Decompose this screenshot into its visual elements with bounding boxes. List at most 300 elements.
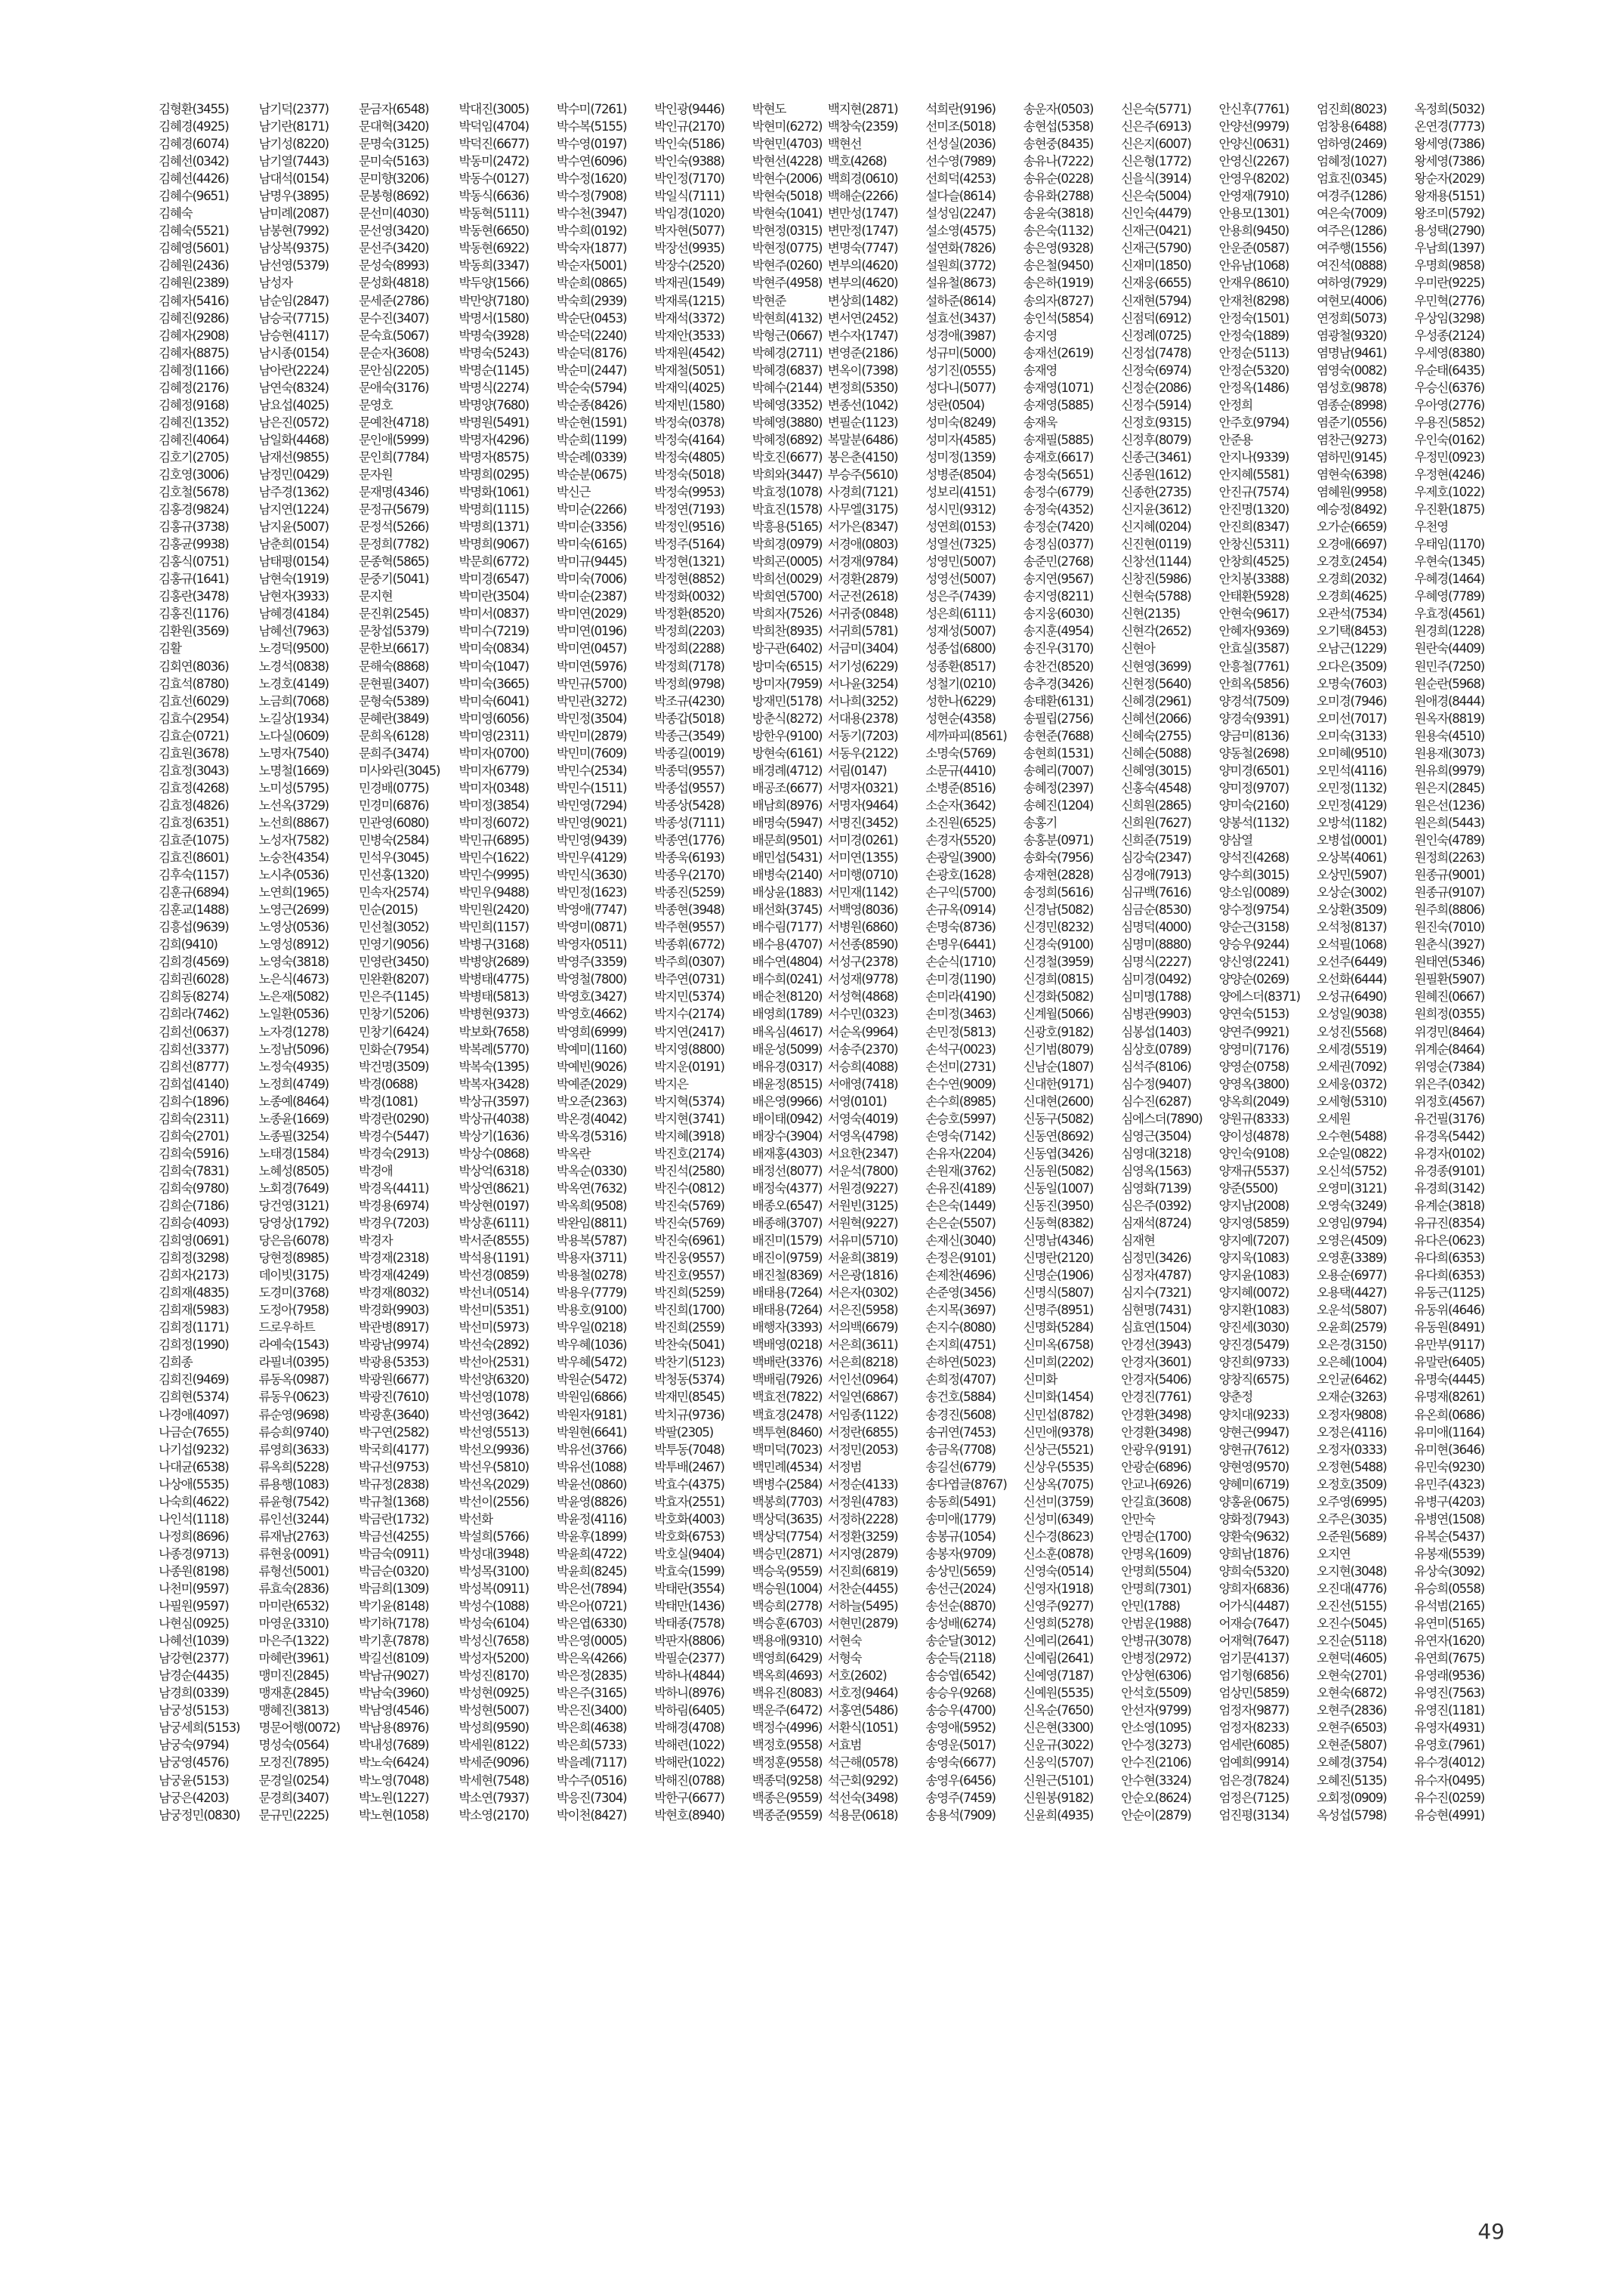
name-entry: 박기윤(8148) (358, 1599, 429, 1614)
name-entry: 양현근(9947) (1218, 1424, 1289, 1440)
name-entry: 변상희(1482) (827, 293, 898, 308)
name-entry: 박정인(9516) (654, 520, 724, 535)
name-entry: 박유선(3766) (556, 1442, 627, 1457)
name-entry: 박덕임(4704) (458, 119, 529, 134)
name-entry: 성병준(8504) (925, 468, 996, 482)
name-entry: 오미숙(3133) (1317, 728, 1387, 743)
name-entry: 서임종(1122) (827, 1407, 898, 1422)
name-entry: 박미규(9445) (556, 554, 627, 569)
name-entry: 박덕진(6677) (458, 137, 529, 152)
name-entry: 옥성섭(5798) (1317, 1807, 1387, 1822)
list-row (157, 1736, 1503, 1754)
name-entry: 박선아(2531) (458, 1355, 529, 1370)
name-entry: 방구관(6402) (752, 641, 823, 656)
name-entry: 박세원(8122) (458, 1738, 529, 1753)
name-entry: 남경희(0339) (159, 1686, 229, 1701)
list-row (157, 1232, 1503, 1249)
list-row (157, 1580, 1503, 1597)
name-entry: 박동혁(5111) (458, 206, 529, 221)
name-entry: 우인숙(0162) (1414, 432, 1484, 447)
list-row (157, 1684, 1503, 1702)
name-entry: 안창희(4525) (1218, 554, 1289, 569)
name-entry: 김혜정(1166) (159, 363, 229, 378)
name-entry: 박정숙(5018) (654, 468, 724, 482)
name-entry: 박금숙(0911) (358, 1546, 429, 1561)
name-entry: 소순자(3642) (925, 798, 996, 813)
name-entry: 박원자(9181) (556, 1407, 627, 1422)
name-entry: 안범운(1988) (1121, 1616, 1191, 1631)
name-entry: 문애숙(3176) (358, 380, 429, 395)
name-entry: 백민례(4534) (752, 1459, 823, 1474)
name-entry: 엄상민(5859) (1218, 1686, 1289, 1701)
name-entry: 민영란(3450) (358, 955, 429, 970)
name-entry: 심경애(7913) (1121, 868, 1191, 883)
name-entry: 오기택(8453) (1317, 624, 1387, 639)
name-entry: 손준영(3456) (925, 1285, 996, 1301)
name-entry: 서선종(8590) (827, 937, 898, 952)
name-entry: 변만정(1747) (827, 224, 898, 239)
name-entry: 신원근(5101) (1023, 1773, 1094, 1788)
name-entry: 박진웅(9557) (654, 1251, 724, 1266)
name-entry: 김홍규(3738) (159, 520, 229, 535)
name-entry: 서경재(9784) (827, 554, 898, 569)
name-entry: 문현필(3407) (358, 676, 429, 691)
name-entry: 박재빈(1580) (654, 397, 724, 412)
list-row (157, 988, 1503, 1005)
name-entry: 원태연(5346) (1414, 955, 1484, 970)
name-entry: 박수영(0197) (556, 137, 627, 152)
name-entry: 문수진(3407) (358, 310, 429, 326)
name-entry: 서영옥(4798) (827, 1128, 898, 1143)
name-entry: 박선영(1078) (458, 1390, 529, 1405)
name-entry: 류효숙(2836) (258, 1582, 329, 1596)
name-entry: 유병구(4203) (1414, 1494, 1484, 1509)
name-entry: 신정섭(7478) (1121, 345, 1191, 360)
name-entry: 서승희(4088) (827, 1059, 898, 1074)
name-entry: 민완환(8207) (358, 972, 429, 987)
name-entry: 박혜수(2144) (752, 380, 823, 395)
name-entry: 송윤숙(3818) (1023, 206, 1094, 221)
name-entry: 박치규(9736) (654, 1407, 724, 1422)
name-entry: 오병섭(0001) (1317, 832, 1387, 847)
name-entry: 신동일(1007) (1023, 1180, 1094, 1196)
name-entry: 신명주(8951) (1023, 1303, 1094, 1318)
name-entry: 우진환(1875) (1414, 502, 1484, 517)
name-entry: 박성숙(6104) (458, 1616, 529, 1631)
page-number: 49 (1477, 2219, 1505, 2244)
name-entry: 배진철(8369) (752, 1268, 823, 1283)
name-entry: 안선자(9799) (1121, 1703, 1191, 1718)
name-entry: 남시종(0154) (258, 345, 329, 360)
name-entry: 백종은(9559) (752, 1790, 823, 1805)
name-entry: 연정희(5073) (1317, 310, 1387, 326)
name-entry: 박미숙(6165) (556, 537, 627, 552)
name-entry: 신상우(5535) (1023, 1459, 1094, 1474)
name-entry: 박미숙(6041) (458, 693, 529, 708)
name-entry: 나숙희(4622) (159, 1494, 229, 1509)
name-entry: 서미경(0261) (827, 832, 898, 847)
name-entry: 배상윤(1883) (752, 885, 823, 900)
name-entry: 배수용(4707) (752, 937, 823, 952)
name-entry: 문안심(2205) (358, 363, 429, 378)
name-entry: 민화순(7954) (358, 1042, 429, 1057)
name-entry: 김희숙(9780) (159, 1180, 229, 1196)
name-entry: 당건영(3121) (258, 1198, 329, 1213)
list-row (157, 362, 1503, 379)
name-entry: 김희재(5983) (159, 1303, 229, 1318)
name-entry: 박윤선(0860) (556, 1477, 627, 1492)
name-entry: 데이빗(3175) (258, 1268, 329, 1283)
name-entry: 양영순(0758) (1218, 1059, 1289, 1074)
name-entry: 박현민(4703) (752, 137, 823, 152)
name-entry: 김희정(1990) (159, 1338, 229, 1353)
name-entry: 박희와(3447) (752, 468, 823, 482)
list-row (157, 1267, 1503, 1284)
name-entry: 노정남(5096) (258, 1042, 329, 1057)
name-entry: 박성현(0925) (458, 1686, 529, 1701)
name-entry: 우현숙(1345) (1414, 554, 1484, 569)
name-entry: 유동위(4646) (1414, 1303, 1484, 1318)
list-row (157, 292, 1503, 310)
name-entry: 심은주(0392) (1121, 1198, 1191, 1213)
name-entry: 배유경(0317) (752, 1059, 823, 1074)
name-entry: 남상복(9375) (258, 241, 329, 256)
name-entry: 여은숙(7009) (1317, 206, 1387, 221)
name-entry: 유민숙(9230) (1414, 1459, 1484, 1474)
name-entry: 류인선(3244) (258, 1511, 329, 1526)
name-entry: 배이태(0942) (752, 1111, 823, 1126)
list-row (157, 622, 1503, 640)
name-entry: 유승현(4991) (1414, 1807, 1484, 1822)
name-entry: 박선옥(2029) (458, 1477, 529, 1492)
name-entry: 박소연(7937) (458, 1790, 529, 1805)
name-entry: 양수희(3015) (1218, 868, 1289, 883)
name-entry: 송승우(4700) (925, 1703, 996, 1718)
name-entry: 드로우하트 (258, 1320, 315, 1335)
name-entry: 노영상(0536) (258, 920, 329, 935)
name-entry: 엄정은(7125) (1218, 1790, 1289, 1805)
name-entry: 박성자(5200) (458, 1651, 529, 1666)
name-entry: 방춘식(8272) (752, 711, 823, 726)
name-entry: 박숙자(1877) (556, 241, 627, 256)
name-entry: 박정숙(4805) (654, 449, 724, 464)
name-entry: 서환식(1051) (827, 1721, 898, 1736)
name-entry: 심수진(6287) (1121, 1094, 1191, 1109)
name-entry: 원종규(9107) (1414, 885, 1484, 900)
list-row (157, 501, 1503, 518)
name-entry: 박선오(9936) (458, 1442, 529, 1457)
name-entry: 박우일(0218) (556, 1320, 627, 1335)
name-entry: 박진희(2559) (654, 1320, 724, 1335)
name-entry: 염광철(9320) (1317, 328, 1387, 343)
name-entry: 염성호(9878) (1317, 380, 1387, 395)
name-entry: 박온경(4042) (556, 1111, 627, 1126)
name-entry: 심미명(1788) (1121, 989, 1191, 1005)
name-entry: 예승정(8492) (1317, 502, 1387, 517)
name-entry: 안영우(8202) (1218, 171, 1289, 187)
name-entry: 김효준(1075) (159, 832, 229, 847)
name-entry: 박수희(0192) (556, 224, 627, 239)
name-entry: 김홍경(9824) (159, 502, 229, 517)
name-entry: 김효석(8780) (159, 676, 229, 691)
name-entry: 배종해(3707) (752, 1216, 823, 1231)
name-entry: 박미정(6072) (458, 815, 529, 830)
name-entry: 오은혜(1004) (1317, 1355, 1387, 1370)
list-row (157, 1772, 1503, 1789)
name-entry: 안창신(5311) (1218, 537, 1289, 552)
name-entry: 송현준(7688) (1023, 728, 1094, 743)
name-entry: 소진원(6525) (925, 815, 996, 830)
name-entry: 여진석(0888) (1317, 258, 1387, 273)
name-entry: 박하니(8976) (654, 1686, 724, 1701)
name-entry: 박상현(0197) (458, 1198, 529, 1213)
name-entry: 원민주(7250) (1414, 659, 1484, 674)
name-entry: 안순이(2879) (1121, 1807, 1191, 1822)
name-entry: 오회정(0909) (1317, 1790, 1387, 1805)
list-row (157, 1511, 1503, 1528)
name-entry: 손수희(8985) (925, 1094, 996, 1109)
name-entry: 백영희(6429) (752, 1651, 823, 1666)
name-entry: 백창숙(2359) (827, 119, 898, 134)
name-entry: 안태환(5928) (1218, 589, 1289, 604)
name-entry: 손원재(3762) (925, 1163, 996, 1178)
name-entry: 송성배(6274) (925, 1616, 996, 1631)
name-entry: 박혜영(3352) (752, 397, 823, 412)
name-entry: 김홍진(1176) (159, 606, 229, 622)
name-entry: 신대한(9171) (1023, 1076, 1094, 1091)
name-entry: 심재석(8724) (1121, 1216, 1191, 1231)
name-entry: 노회경(7649) (258, 1180, 329, 1196)
name-entry: 박은아(0721) (556, 1599, 627, 1614)
name-entry: 김효진(8601) (159, 850, 229, 866)
name-entry: 오미선(7017) (1317, 711, 1387, 726)
name-entry: 안영신(2267) (1218, 154, 1289, 169)
name-entry: 변영준(2186) (827, 345, 898, 360)
name-entry: 문혜란(3849) (358, 711, 429, 726)
name-entry: 원주희(8806) (1414, 903, 1484, 918)
name-entry: 김희승(4093) (159, 1216, 229, 1231)
name-entry: 도경미(3768) (258, 1285, 329, 1301)
name-entry: 노자경(1278) (258, 1024, 329, 1039)
name-entry: 안운준(0587) (1218, 241, 1289, 256)
name-entry: 송봉자(9709) (925, 1546, 996, 1561)
name-entry: 서백영(8036) (827, 903, 898, 918)
name-entry: 남현숙(1919) (258, 572, 329, 587)
name-entry: 남은진(0572) (258, 415, 329, 430)
list-row (157, 100, 1503, 118)
name-entry: 원용숙(4510) (1414, 728, 1484, 743)
list-row (157, 1388, 1503, 1406)
name-entry: 송금옥(7708) (925, 1442, 996, 1457)
name-entry: 남궁은(4203) (159, 1790, 229, 1805)
name-entry: 김희라(7462) (159, 1007, 229, 1022)
name-entry: 신예영(7187) (1023, 1668, 1094, 1683)
list-row (157, 779, 1503, 797)
name-entry: 심에스더(7890) (1121, 1111, 1203, 1126)
name-entry: 민경미(6876) (358, 798, 429, 813)
name-entry: 박종성(7111) (654, 815, 724, 830)
name-entry: 여주은(1286) (1317, 224, 1387, 239)
name-entry: 서나희(3252) (827, 693, 898, 708)
name-entry: 설소영(4575) (925, 224, 996, 239)
name-entry: 박복례(5770) (458, 1042, 529, 1057)
name-entry: 박판자(8806) (654, 1634, 724, 1649)
name-entry: 서영(0101) (827, 1094, 887, 1109)
name-entry: 신혜숙(2755) (1121, 728, 1191, 743)
name-entry: 안명옥(1609) (1121, 1546, 1191, 1561)
name-entry: 송재필(5885) (1023, 432, 1094, 447)
name-entry: 김희진(9469) (159, 1372, 229, 1387)
name-entry: 박투배(2467) (654, 1459, 724, 1474)
name-entry: 방재민(5178) (752, 693, 823, 708)
name-entry: 안정숙(1889) (1218, 328, 1289, 343)
name-entry: 박경자 (358, 1233, 393, 1248)
name-entry: 박민수(1622) (458, 850, 529, 866)
name-entry: 박내성(7689) (358, 1738, 429, 1753)
name-entry: 손지수(8080) (925, 1320, 996, 1335)
name-entry: 김호철(5678) (159, 485, 229, 500)
name-entry: 양옥희(2049) (1218, 1094, 1289, 1109)
name-entry: 위영순(7384) (1414, 1059, 1484, 1074)
name-entry: 신종근(3461) (1121, 449, 1191, 464)
name-entry: 송현중(8435) (1023, 137, 1094, 152)
name-entry: 박태만(1436) (654, 1599, 724, 1614)
name-entry: 안희옥(5856) (1218, 676, 1289, 691)
name-entry: 노은식(4673) (258, 972, 329, 987)
name-entry: 신상옥(7075) (1023, 1477, 1094, 1492)
name-entry: 손지목(3697) (925, 1303, 996, 1318)
name-entry: 오재순(3263) (1317, 1390, 1387, 1405)
name-entry: 박상억(6318) (458, 1163, 529, 1178)
name-entry: 민은주(1145) (358, 989, 429, 1005)
name-entry: 박은희(5733) (556, 1738, 627, 1753)
name-entry: 안민(1788) (1121, 1599, 1180, 1614)
name-entry: 노일환(0536) (258, 1007, 329, 1022)
name-entry: 박미자(0700) (458, 745, 529, 761)
name-entry: 박수정(7908) (556, 189, 627, 204)
list-row (157, 1807, 1503, 1824)
name-entry: 신은지(6007) (1121, 137, 1191, 152)
name-entry: 신재근(5790) (1121, 241, 1191, 256)
name-entry: 오용순(6977) (1317, 1268, 1387, 1283)
name-entry: 박미정(3854) (458, 798, 529, 813)
name-entry: 봉은춘(4150) (827, 449, 898, 464)
name-entry: 김희선(3377) (159, 1042, 229, 1057)
list-row (157, 379, 1503, 397)
name-entry: 손재신(3040) (925, 1233, 996, 1248)
name-entry: 성은주(7439) (925, 589, 996, 604)
name-entry: 유계순(3818) (1414, 1198, 1484, 1213)
name-entry: 손수연(9009) (925, 1076, 996, 1091)
name-entry: 박현숙(5018) (752, 189, 823, 204)
list-row (157, 640, 1503, 657)
name-entry: 원종규(9001) (1414, 868, 1484, 883)
name-entry: 박경화(9903) (358, 1303, 429, 1318)
name-entry: 신동연(8692) (1023, 1128, 1094, 1143)
name-entry: 오진순(5118) (1317, 1634, 1387, 1649)
name-entry: 서운석(7800) (827, 1163, 898, 1178)
name-entry: 박수천(3947) (556, 206, 627, 221)
name-entry: 배은영(9966) (752, 1094, 823, 1109)
name-entry: 김혜진(9286) (159, 310, 229, 326)
list-row (157, 1597, 1503, 1615)
name-entry: 김효정(4826) (159, 798, 229, 813)
name-entry: 신희원(7627) (1121, 815, 1191, 830)
list-row (157, 1719, 1503, 1736)
name-entry: 심정민(3426) (1121, 1251, 1191, 1266)
name-entry: 송재호(6617) (1023, 449, 1094, 464)
name-entry: 신희준(7519) (1121, 832, 1191, 847)
name-entry: 유미애(1164) (1414, 1424, 1484, 1440)
name-entry: 서인선(0964) (827, 1372, 898, 1387)
name-entry: 박성대(3948) (458, 1546, 529, 1561)
name-entry: 김효수(2954) (159, 711, 229, 726)
name-entry: 선수영(7989) (925, 154, 996, 169)
name-entry: 신재미(1850) (1121, 258, 1191, 273)
name-entry: 박대진(3005) (458, 102, 529, 117)
name-entry: 노영성(8912) (258, 937, 329, 952)
name-entry: 박선양(6320) (458, 1372, 529, 1387)
list-row (157, 1197, 1503, 1214)
name-entry: 성은희(6111) (925, 606, 996, 622)
name-entry: 배태용(7264) (752, 1303, 823, 1318)
name-entry: 박청동(5374) (654, 1372, 724, 1387)
name-entry: 박장수(2520) (654, 258, 724, 273)
name-entry: 송영숙(6677) (925, 1755, 996, 1770)
name-entry: 김희숙(5916) (159, 1146, 229, 1161)
name-entry: 박인광(9446) (654, 102, 724, 117)
name-entry: 오영임(9794) (1317, 1216, 1387, 1231)
name-entry: 나종경(9713) (159, 1546, 229, 1561)
name-entry: 유민주(4323) (1414, 1477, 1484, 1492)
name-entry: 박명자(8575) (458, 449, 529, 464)
name-entry: 박용우(7779) (556, 1285, 627, 1301)
name-entry: 박현희(4132) (752, 310, 823, 326)
name-entry: 심수정(9407) (1121, 1076, 1191, 1091)
name-entry: 노경호(4149) (258, 676, 329, 691)
list-row (157, 1128, 1503, 1145)
name-entry: 송태환(6131) (1023, 693, 1094, 708)
name-entry: 송지웅(6030) (1023, 606, 1094, 622)
name-entry: 박경재(2318) (358, 1251, 429, 1266)
list-row (157, 570, 1503, 588)
name-entry: 남기성(8220) (258, 137, 329, 152)
name-entry: 송홍분(0971) (1023, 832, 1094, 847)
name-entry: 배민섭(5431) (752, 850, 823, 866)
name-entry: 송유화(2788) (1023, 189, 1094, 204)
name-entry: 양연숙(5153) (1218, 1007, 1289, 1022)
name-entry: 박민영(9439) (556, 832, 627, 847)
name-entry: 박원순(5472) (556, 1372, 627, 1387)
list-row (157, 222, 1503, 239)
name-entry: 안양선(9979) (1218, 119, 1289, 134)
name-entry: 류동우(0623) (258, 1390, 329, 1405)
name-entry: 김홍균(9938) (159, 537, 229, 552)
name-entry: 박희찬(8935) (752, 624, 823, 639)
name-entry: 안정순(5320) (1218, 363, 1289, 378)
name-entry: 박은정(2835) (556, 1668, 627, 1683)
name-entry: 여주행(1556) (1317, 241, 1387, 256)
name-entry: 안명희(5504) (1121, 1563, 1191, 1579)
name-entry: 박민미(7609) (556, 745, 627, 761)
name-entry: 마은주(1322) (258, 1634, 329, 1649)
name-entry: 김희종 (159, 1355, 193, 1370)
name-entry: 양진경(5479) (1218, 1338, 1289, 1353)
name-entry: 신현(2135) (1121, 606, 1180, 622)
name-entry: 배영희(1789) (752, 1007, 823, 1022)
name-entry: 배정선(8077) (752, 1163, 823, 1178)
name-entry: 여하영(7929) (1317, 276, 1387, 291)
